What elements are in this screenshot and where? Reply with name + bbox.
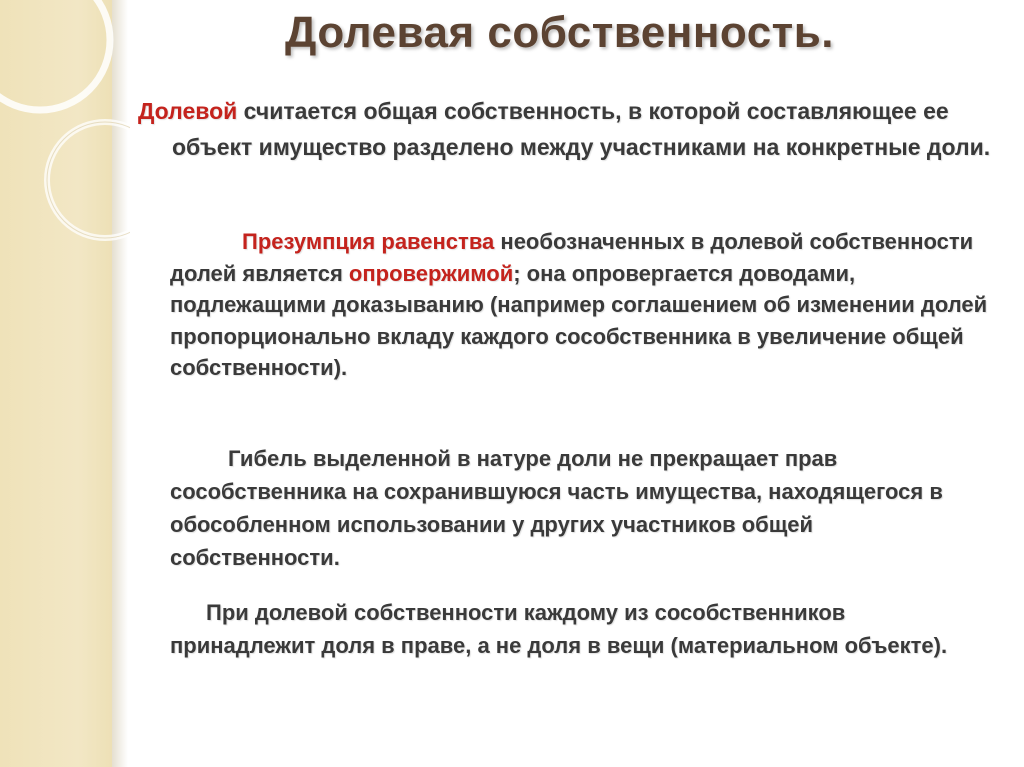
slide-title: Долевая собственность. xyxy=(285,8,834,57)
decorative-rings-icon xyxy=(0,0,130,260)
presumption-text-2: ; она опровергается доводами, подлежащими доказыванию (например соглашением об изменении долей пропорционально вкладу каждого сособственника в увеличение общей собственности). xyxy=(170,260,988,380)
share-in-right-paragraph: При долевой собственности каждому из сособственников принадлежит доля в праве, а не доля в вещи (материальном объекте). xyxy=(170,600,948,658)
definition-text: считается общая собственность, в которой составляющее ее объект имущество разделено между участниками на конкретные доли. xyxy=(172,98,991,160)
presumption-text-1: необозначенных в долевой собственности долей является xyxy=(170,229,974,286)
destruction-paragraph: Гибель выделенной в натуре доли не прекращает прав сособственника на сохранившуюся часть имущества, находящегося в обособленном использовании у других участников общей собственности. xyxy=(170,446,943,570)
term-highlight: Долевой xyxy=(138,98,238,124)
definition-paragraph xyxy=(138,93,992,165)
rebuttable-highlight: опровержимой xyxy=(348,260,514,286)
presumption-paragraph xyxy=(170,226,1010,384)
presumption-highlight: Презумпция равенства xyxy=(242,229,495,254)
